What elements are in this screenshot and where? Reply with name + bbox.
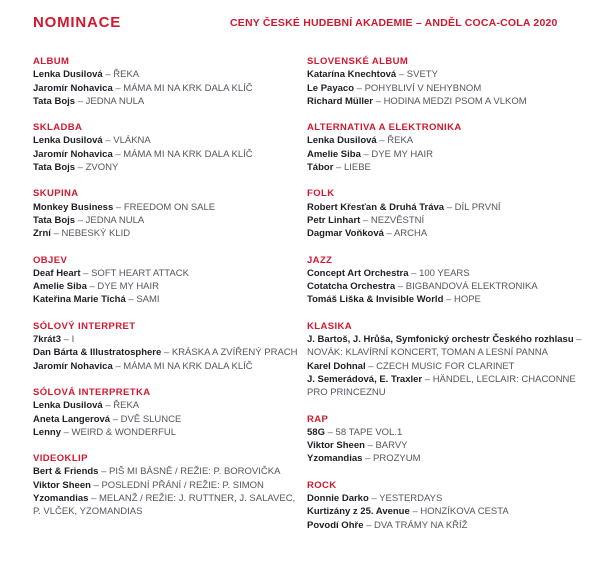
category-heading: SKLADBA xyxy=(33,122,83,134)
nominee-entry xyxy=(33,346,307,359)
nominee-work: BIGBANDOVÁ ELEKTRONIKA xyxy=(405,281,538,293)
nominee-work: BARVY xyxy=(375,440,408,452)
separator-dash: – xyxy=(422,373,433,385)
nominee-entry xyxy=(307,68,588,81)
nominee-entry xyxy=(307,505,588,518)
nominee-work: NEBESKÝ KLID xyxy=(61,228,131,240)
separator-dash: – xyxy=(86,281,98,293)
nominee-entry xyxy=(33,333,307,346)
nominee-work: ŘEKA xyxy=(387,135,414,147)
nominee-work: VLÁKNA xyxy=(113,135,151,147)
nominee-entry xyxy=(307,161,588,174)
category-videoklip xyxy=(33,452,307,518)
nominee-entry xyxy=(33,161,307,174)
nominee-artist: Povodí Ohře xyxy=(307,519,364,531)
nominee-artist: Petr Linhart xyxy=(307,214,361,226)
nominee-artist: Lenka Dusilová xyxy=(33,69,103,81)
category-heading: SÓLOVÁ INTERPRETKA xyxy=(33,386,151,398)
nominee-work: PROZYUM xyxy=(373,453,421,465)
nominee-work: NEZVĚSTNÍ xyxy=(370,214,425,226)
separator-dash: – xyxy=(444,201,455,213)
nominee-artist: Le Payaco xyxy=(307,82,354,94)
nominee-work: JEDNA NULA xyxy=(85,95,145,107)
nominee-artist: Tomáš Liška & Invisible World xyxy=(307,294,444,306)
nominee-artist: Richard Müller xyxy=(307,95,373,107)
nominee-entry xyxy=(33,82,307,95)
column-right xyxy=(307,55,588,545)
nominee-artist: Yzomandias xyxy=(33,493,89,505)
separator-dash: – xyxy=(75,214,86,226)
nominee-entry xyxy=(307,134,588,147)
category-skupina xyxy=(33,187,307,240)
nominee-entry xyxy=(307,82,588,95)
nominee-entry xyxy=(33,95,307,108)
nominee-entry xyxy=(33,465,307,478)
nominations-columns xyxy=(33,55,600,545)
page-subtitle: CENY ČESKÉ HUDEBNÍ AKADEMIE – ANDĚL COCA-COLA 2020 xyxy=(230,17,558,29)
category-solova-interpretka xyxy=(33,386,307,439)
nominee-work: HODINA MEDZI PSOM A VLKOM xyxy=(383,95,527,107)
separator-dash: – xyxy=(354,82,365,94)
nominee-artist: Lenny xyxy=(33,426,61,438)
separator-dash: – xyxy=(90,479,102,491)
separator-dash: – xyxy=(80,267,92,279)
category-heading: ALTERNATIVA A ELEKTRONIKA xyxy=(307,122,462,134)
nominee-entry xyxy=(307,95,588,108)
nominee-work: I xyxy=(71,334,75,346)
nominee-entry xyxy=(307,148,588,161)
nominee-work: HÄNDEL, LECLAIR: CHACONNE PRO PRINCEZNU xyxy=(307,373,576,399)
separator-dash: – xyxy=(102,135,114,147)
category-skladba xyxy=(33,121,307,174)
nominee-entry xyxy=(33,201,307,214)
category-heading: SKUPINA xyxy=(33,188,79,200)
nominee-entry xyxy=(33,148,307,161)
separator-dash: – xyxy=(443,294,454,306)
nominee-entry xyxy=(33,399,307,412)
nominee-artist: Donnie Darko xyxy=(307,493,369,505)
nominee-work: JEDNA NULA xyxy=(85,214,145,226)
separator-dash: – xyxy=(112,82,124,94)
separator-dash: – xyxy=(125,294,137,306)
nominee-artist: J. Bartoš, J. Hrůša, Symfonický orchestr Českého rozhlasu xyxy=(307,334,574,346)
nominee-entry xyxy=(307,201,588,214)
separator-dash: – xyxy=(333,162,344,174)
nominee-entry xyxy=(33,413,307,426)
category-heading: RAP xyxy=(307,413,329,425)
nominee-entry xyxy=(33,492,307,519)
nominee-artist: Jaromír Nohavica xyxy=(33,148,113,160)
separator-dash: – xyxy=(112,360,124,372)
nominee-artist: Deaf Heart xyxy=(33,267,81,279)
nominee-artist: Tata Bojs xyxy=(33,95,76,107)
nominee-artist: Jaromír Nohavica xyxy=(33,82,113,94)
nominee-entry xyxy=(307,293,588,306)
nominee-entry xyxy=(307,267,588,280)
nominee-work: MELANŽ / REŽIE: J. RUTTNER, J. SALAVEC, P. VLČEK, YZOMANDIAS xyxy=(33,493,296,518)
separator-dash: – xyxy=(113,201,124,213)
category-heading: JAZZ xyxy=(307,254,333,266)
nominee-artist: Concept Art Orchestra xyxy=(307,267,409,279)
nominee-work: DYE MY HAIR xyxy=(371,148,434,160)
separator-dash: – xyxy=(102,400,114,412)
separator-dash: – xyxy=(360,214,371,226)
nominee-work: DÍL PRVNÍ xyxy=(454,201,501,213)
nominee-work: YESTERDAYS xyxy=(379,493,443,505)
page-title: NOMINACE xyxy=(33,14,122,31)
nominee-work: ZVONY xyxy=(85,162,119,174)
category-slovenske-album xyxy=(307,55,588,108)
nominee-work: 58 TAPE VOL.1 xyxy=(335,426,403,438)
nominee-entry xyxy=(307,373,588,400)
nominee-artist: Viktor Sheen xyxy=(307,440,365,452)
category-rock xyxy=(307,479,588,532)
nominee-artist: Tábor xyxy=(307,162,334,174)
nominee-artist: Lenka Dusilová xyxy=(33,400,103,412)
nominee-work: HOPE xyxy=(453,294,481,306)
nominee-artist: Karel Dohnal xyxy=(307,360,366,372)
nominee-artist: Kateřina Marie Tichá xyxy=(33,294,126,306)
category-heading: KLASIKA xyxy=(307,320,353,332)
nominee-artist: 7krát3 xyxy=(33,334,61,346)
nominee-entry xyxy=(33,293,307,306)
nominee-work: SOFT HEART ATTACK xyxy=(91,267,189,279)
nominee-artist: Tata Bojs xyxy=(33,162,76,174)
separator-dash: – xyxy=(383,228,394,240)
separator-dash: – xyxy=(110,413,121,425)
nominee-artist: Lenka Dusilová xyxy=(307,135,377,147)
nominee-work: NOVÁK: KLAVÍRNÍ KONCERT, TOMAN A LESNÍ PANNA xyxy=(307,347,548,359)
nominee-artist: 58G xyxy=(307,426,325,438)
nominee-entry xyxy=(33,227,307,240)
nominee-entry xyxy=(33,280,307,293)
nominee-work: POSLEDNÍ PŘÁNÍ / REŽIE: P. SIMON xyxy=(101,479,264,491)
category-alternativa-a-elektronika xyxy=(307,121,588,174)
nominee-entry xyxy=(307,214,588,227)
nominee-entry xyxy=(307,333,588,360)
separator-dash: – xyxy=(373,95,384,107)
separator-dash: – xyxy=(75,95,86,107)
nominee-work: LIEBE xyxy=(343,162,371,174)
separator-dash: – xyxy=(60,426,72,438)
category-heading: SLOVENSKÉ ALBUM xyxy=(307,56,409,67)
nominee-work: FREEDOM ON SALE xyxy=(123,201,216,213)
nominee-work: HONZÍKOVA CESTA xyxy=(420,506,509,518)
category-heading: ALBUM xyxy=(33,56,70,67)
nominee-entry xyxy=(307,439,588,452)
nominee-artist: Aneta Langerová xyxy=(33,413,111,425)
category-heading: FOLK xyxy=(307,188,335,200)
separator-dash: – xyxy=(75,162,86,174)
nominee-work: WEIRD & WONDERFUL xyxy=(71,426,177,438)
nominee-work: SAMI xyxy=(136,294,160,306)
nominee-work: POHYBLIVÍ V NEHYBNOM xyxy=(364,82,482,94)
nominee-artist: Katarína Knechtová xyxy=(307,69,397,81)
nominee-artist: Dagmar Voňková xyxy=(307,228,384,240)
separator-dash: – xyxy=(161,347,172,359)
nominee-work: ARCHA xyxy=(393,228,428,240)
nominee-work: KRÁSKA A ZVÍŘENÝ PRACH xyxy=(171,347,298,359)
nominee-work: ŘEKA xyxy=(113,69,140,81)
nominee-entry xyxy=(33,267,307,280)
nominee-artist: Cotatcha Orchestra xyxy=(307,281,396,293)
separator-dash: – xyxy=(376,135,388,147)
nominee-work: PIŠ MI BÁSNĚ / REŽIE: P. BOROVIČKA xyxy=(109,466,281,478)
category-jazz xyxy=(307,254,588,307)
category-klasika xyxy=(307,320,588,400)
nominee-work: DVĚ SLUNCE xyxy=(120,413,182,425)
category-objev xyxy=(33,254,307,307)
nominee-artist: Bert & Friends xyxy=(33,466,99,478)
nominee-entry xyxy=(307,360,588,373)
category-album xyxy=(33,55,307,108)
separator-dash: – xyxy=(88,493,99,505)
column-left xyxy=(33,55,307,532)
nominee-artist: Monkey Business xyxy=(33,201,114,213)
nominee-entry xyxy=(33,479,307,492)
nominee-artist: Amelie Siba xyxy=(33,281,87,293)
category-heading: VIDEOKLIP xyxy=(33,453,88,465)
nominee-work: ŘEKA xyxy=(113,400,140,412)
category-rap xyxy=(307,413,588,466)
category-heading: ROCK xyxy=(307,479,337,491)
separator-dash: – xyxy=(396,69,407,81)
nominee-entry xyxy=(33,68,307,81)
nominee-entry xyxy=(307,452,588,465)
nominee-entry xyxy=(33,360,307,373)
separator-dash: – xyxy=(409,506,421,518)
nominee-artist: Robert Křesťan & Druhá Tráva xyxy=(307,201,445,213)
nominee-entry xyxy=(307,492,588,505)
nominee-work: MÁMA MI NA KRK DALA KLÍČ xyxy=(123,360,253,372)
nominee-artist: Tata Bojs xyxy=(33,214,76,226)
separator-dash: – xyxy=(98,466,110,478)
nominee-artist: J. Semerádová, E. Traxler xyxy=(307,373,423,385)
nominee-entry xyxy=(307,426,588,439)
page-header xyxy=(33,14,600,55)
nominee-artist: Zrní xyxy=(33,228,51,240)
category-solovy-interpret xyxy=(33,320,307,373)
nominee-work: MÁMA MI NA KRK DALA KLÍČ xyxy=(123,82,253,94)
nominee-work: MÁMA MI NA KRK DALA KLÍČ xyxy=(123,148,253,160)
separator-dash: – xyxy=(365,360,377,372)
nominee-entry xyxy=(307,227,588,240)
separator-dash: – xyxy=(102,69,114,81)
category-folk xyxy=(307,187,588,240)
category-heading: SÓLOVÝ INTERPRET xyxy=(33,320,136,332)
nominee-artist: Amelie Siba xyxy=(307,148,361,160)
nominee-work: DVA TRÁMY NA KŘÍŽ xyxy=(374,519,468,531)
separator-dash: – xyxy=(61,334,72,346)
separator-dash: – xyxy=(364,440,376,452)
nominee-artist: Lenka Dusilová xyxy=(33,135,103,147)
nominee-work: DYE MY HAIR xyxy=(97,281,160,293)
separator-dash: – xyxy=(362,453,373,465)
separator-dash: – xyxy=(363,519,375,531)
nominee-entry xyxy=(307,519,588,532)
nominee-artist: Yzomandias xyxy=(307,453,363,465)
nominee-work: SVETY xyxy=(406,69,438,81)
nominee-entry xyxy=(33,134,307,147)
separator-dash: – xyxy=(395,281,406,293)
separator-dash: – xyxy=(408,267,420,279)
nominee-artist: Jaromír Nohavica xyxy=(33,360,113,372)
nominee-artist: Viktor Sheen xyxy=(33,479,91,491)
nominee-entry xyxy=(33,426,307,439)
separator-dash: – xyxy=(50,228,62,240)
separator-dash: – xyxy=(360,148,372,160)
nominee-work: 100 YEARS xyxy=(419,267,470,279)
separator-dash: – xyxy=(112,148,124,160)
nominee-artist: Dan Bárta & Illustratosphere xyxy=(33,347,162,359)
nominee-artist: Kurtizány z 25. Avenue xyxy=(307,506,410,518)
nominee-entry xyxy=(33,214,307,227)
separator-dash: – xyxy=(324,426,336,438)
nominee-work: CZECH MUSIC FOR CLARINET xyxy=(376,360,515,372)
separator-dash: – xyxy=(368,493,380,505)
nominee-entry xyxy=(307,280,588,293)
separator-dash: – xyxy=(573,334,582,346)
category-heading: OBJEV xyxy=(33,254,68,266)
